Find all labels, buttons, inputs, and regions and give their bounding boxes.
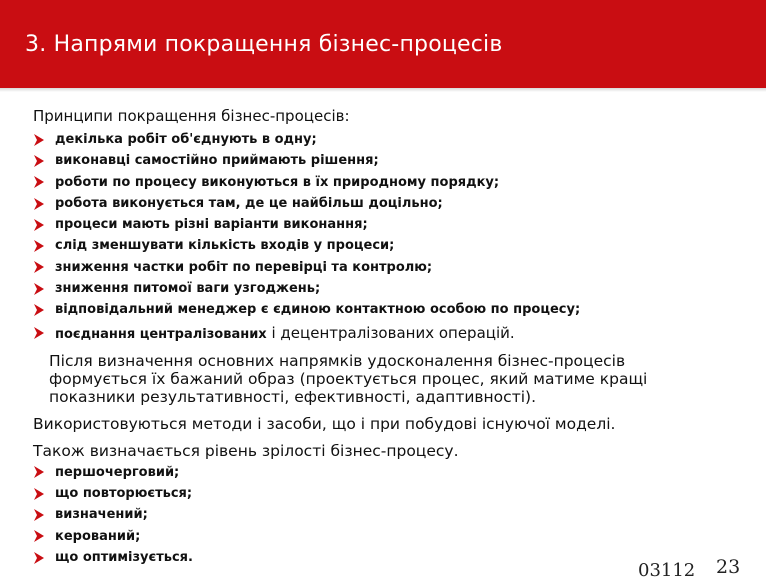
methods-text: Використовуються методи і засоби, що і при побудові існуючої моделі. (33, 414, 616, 433)
arrow-bullet-icon (33, 198, 44, 210)
maturity-intro: Також визначається рівень зрілості бізнес-процесу. (33, 441, 459, 460)
list-item: роботи по процесу виконуються в їх природному порядку; (33, 172, 753, 193)
list-item: керований; (33, 526, 753, 547)
title-bar-shadow (0, 88, 766, 92)
arrow-bullet-icon (33, 552, 44, 564)
principles-intro: Принципи покращення бізнес-процесів: (33, 107, 350, 125)
list-item: декілька робіт об'єднують в одну; (33, 129, 753, 150)
list-item: що оптимізується. (33, 547, 753, 568)
footer-code: 03112 (638, 560, 696, 581)
arrow-bullet-icon (33, 134, 44, 146)
list-item: першочерговий; (33, 462, 753, 483)
list-item: визначений; (33, 504, 753, 525)
principles-list (33, 129, 753, 345)
slide-content (33, 107, 753, 568)
arrow-bullet-icon (33, 240, 44, 252)
list-item: відповідальний менеджер є єдиною контактною особою по процесу; (33, 299, 753, 320)
list-item: зниження питомої ваги узгоджень; (33, 278, 753, 299)
list-item: робота виконується там, де це найбільш доцільно; (33, 193, 753, 214)
arrow-bullet-icon (33, 488, 44, 500)
list-item: зниження частки робіт по перевірці та контролю; (33, 257, 753, 278)
arrow-bullet-icon (33, 219, 44, 231)
arrow-bullet-icon (33, 304, 44, 316)
arrow-bullet-icon (33, 283, 44, 295)
arrow-bullet-icon (33, 466, 44, 478)
list-item: слід зменшувати кількість входів у процеси; (33, 235, 753, 256)
list-item: процеси мають різні варіанти виконання; (33, 214, 753, 235)
list-item: поєднання централізованих і децентралізованих операцій. (33, 321, 753, 345)
arrow-bullet-icon (33, 261, 44, 273)
maturity-list (33, 462, 753, 568)
arrow-bullet-icon (33, 155, 44, 167)
list-item: виконавці самостійно приймають рішення; (33, 150, 753, 171)
arrow-bullet-icon (33, 509, 44, 521)
slide-title: 3. Напрями покращення бізнес-процесів (25, 32, 503, 57)
title-bar (0, 0, 766, 88)
design-paragraph: Після визначення основних напрямків удосконалення бізнес-процесів формується їх бажаний образ (проектується процес, який матиме кращі показники результативності, ефективності, адаптивності). (49, 351, 648, 406)
arrow-bullet-icon (33, 530, 44, 542)
arrow-bullet-icon (33, 327, 44, 339)
arrow-bullet-icon (33, 176, 44, 188)
list-item: що повторюється; (33, 483, 753, 504)
page-number: 23 (716, 556, 741, 578)
